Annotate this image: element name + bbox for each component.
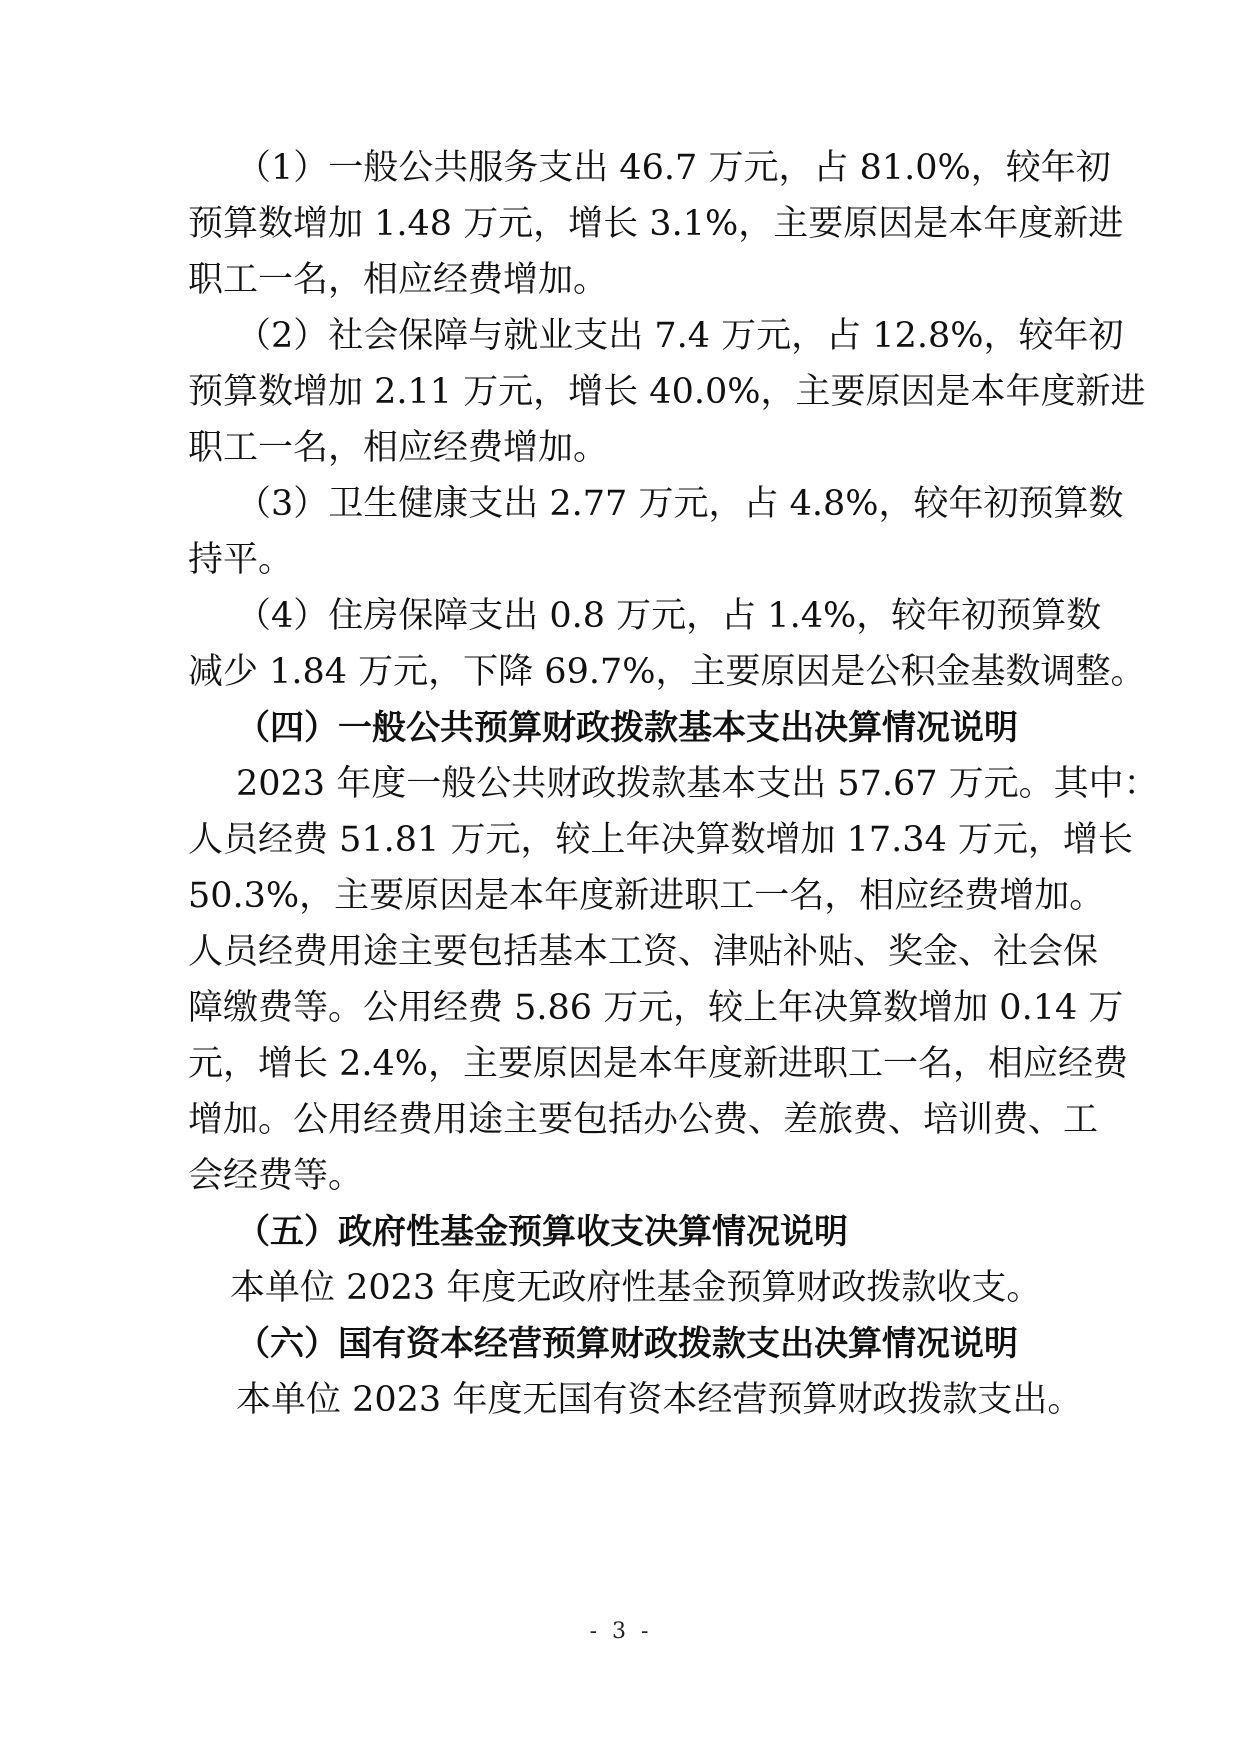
paragraph-line: 职工一名，相应经费增加。 — [188, 260, 609, 300]
section-heading: （五）政府性基金预算收支决算情况说明 — [236, 1212, 848, 1252]
paragraph-line: 减少 1.84 万元，下降 69.7%，主要原因是公积金基数调整。 — [188, 652, 1146, 692]
paragraph-line: （2）社会保障与就业支出 7.4 万元，占 12.8%，较年初 — [236, 316, 1124, 356]
paragraph-line: 50.3%，主要原因是本年度新进职工一名，相应经费增加。 — [188, 876, 1105, 916]
paragraph-line: 预算数增加 2.11 万元，增长 40.0%，主要原因是本年度新进 — [188, 372, 1146, 412]
paragraph-line: 持平。 — [188, 540, 294, 580]
paragraph-line: 本单位 2023 年度无政府性基金预算财政拨款收支。 — [230, 1268, 1042, 1308]
paragraph-line: 预算数增加 1.48 万元，增长 3.1%，主要原因是本年度新进 — [188, 204, 1124, 244]
paragraph-line: （4）住房保障支出 0.8 万元，占 1.4%，较年初预算数 — [236, 596, 1102, 636]
paragraph-line: 增加。公用经费用途主要包括办公费、差旅费、培训费、工 — [188, 1100, 1099, 1140]
paragraph-line: （3）卫生健康支出 2.77 万元，占 4.8%，较年初预算数 — [236, 484, 1124, 524]
paragraph-line: 障缴费等。公用经费 5.86 万元，较上年决算数增加 0.14 万 — [188, 988, 1124, 1028]
paragraph-line: 会经费等。 — [188, 1156, 364, 1196]
paragraph-line: 职工一名，相应经费增加。 — [188, 428, 609, 468]
paragraph-line: （1）一般公共服务支出 46.7 万元，占 81.0%，较年初 — [236, 148, 1111, 188]
paragraph-line: 人员经费用途主要包括基本工资、津贴补贴、奖金、社会保 — [188, 932, 1099, 972]
paragraph-line: 人员经费 51.81 万元，较上年决算数增加 17.34 万元，增长 — [188, 820, 1133, 860]
paragraph-line: 2023 年度一般公共财政拨款基本支出 57.67 万元。其中： — [236, 764, 1159, 804]
paragraph-line: 元，增长 2.4%，主要原因是本年度新进职工一名，相应经费 — [188, 1044, 1129, 1084]
section-heading: （六）国有资本经营预算财政拨款支出决算情况说明 — [236, 1324, 1018, 1364]
paragraph-line: 本单位 2023 年度无国有资本经营预算财政拨款支出。 — [236, 1380, 1083, 1420]
section-heading: （四）一般公共预算财政拨款基本支出决算情况说明 — [236, 708, 1018, 748]
page-number: - 3 - — [589, 1619, 653, 1644]
